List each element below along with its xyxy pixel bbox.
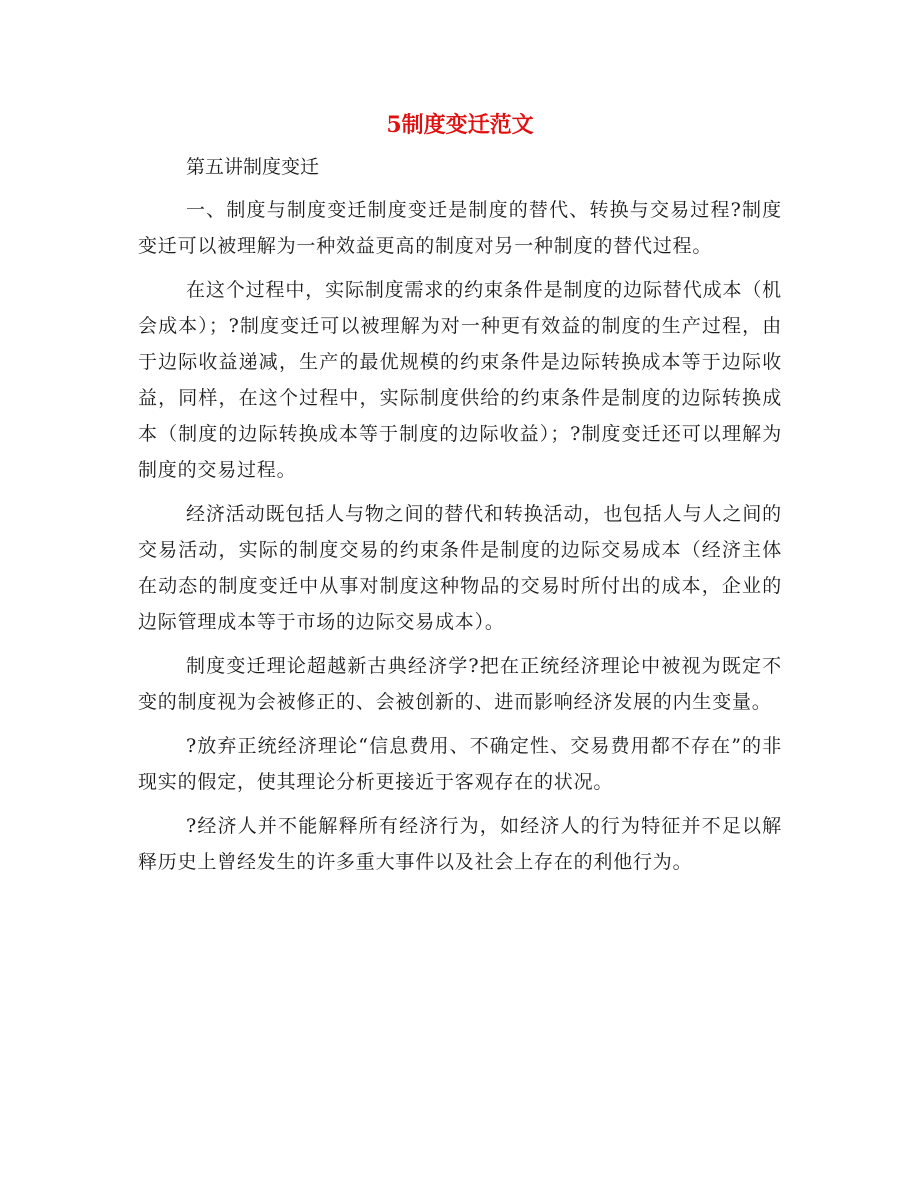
paragraph-6: ?经济人并不能解释所有经济行为，如经济人的行为特征并不足以解释历史上曾经发生的许多重大事件以及社会上存在的利他行为。: [138, 815, 782, 873]
document-title: 5制度变迁范文: [386, 112, 534, 138]
paragraph-3: 经济活动既包括人与物之间的替代和转换活动，也包括人与人之间的交易活动，实际的制度交易的约束条件是制度的边际交易成本（经济主体在动态的制度变迁中从事对制度这种物品的交易时所付出的成本，企业的边际管理成本等于市场的边际交易成本）。: [138, 503, 782, 633]
paragraph-1: 一、制度与制度变迁制度变迁是制度的替代、转换与交易过程?制度变迁可以被理解为一种效益更高的制度对另一种制度的替代过程。: [138, 199, 782, 257]
paragraph-5: ?放弃正统经济理论“信息费用、不确定性、交易费用都不存在”的非现实的假定，使其理论分析更接近于客观存在的状况。: [138, 735, 782, 793]
document-page: [138, 108, 782, 888]
paragraph-4: 制度变迁理论超越新古典经济学?把在正统经济理论中被视为既定不变的制度视为会被修正的、会被创新的、进而影响经济发展的内生变量。: [138, 655, 782, 713]
paragraph-2: 在这个过程中，实际制度需求的约束条件是制度的边际替代成本（机会成本）；?制度变迁可以被理解为对一种更有效益的制度的生产过程，由于边际收益递减，生产的最优规模的约束条件是边际转换成本等于边际收益，同样，在这个过程中，实际制度供给的约束条件是制度的边际转换成本（制度的边际转换成本等于制度的边际收益）；?制度变迁还可以理解为制度的交易过程。: [138, 279, 782, 481]
lecture-heading: 第五讲制度变迁: [186, 156, 320, 178]
